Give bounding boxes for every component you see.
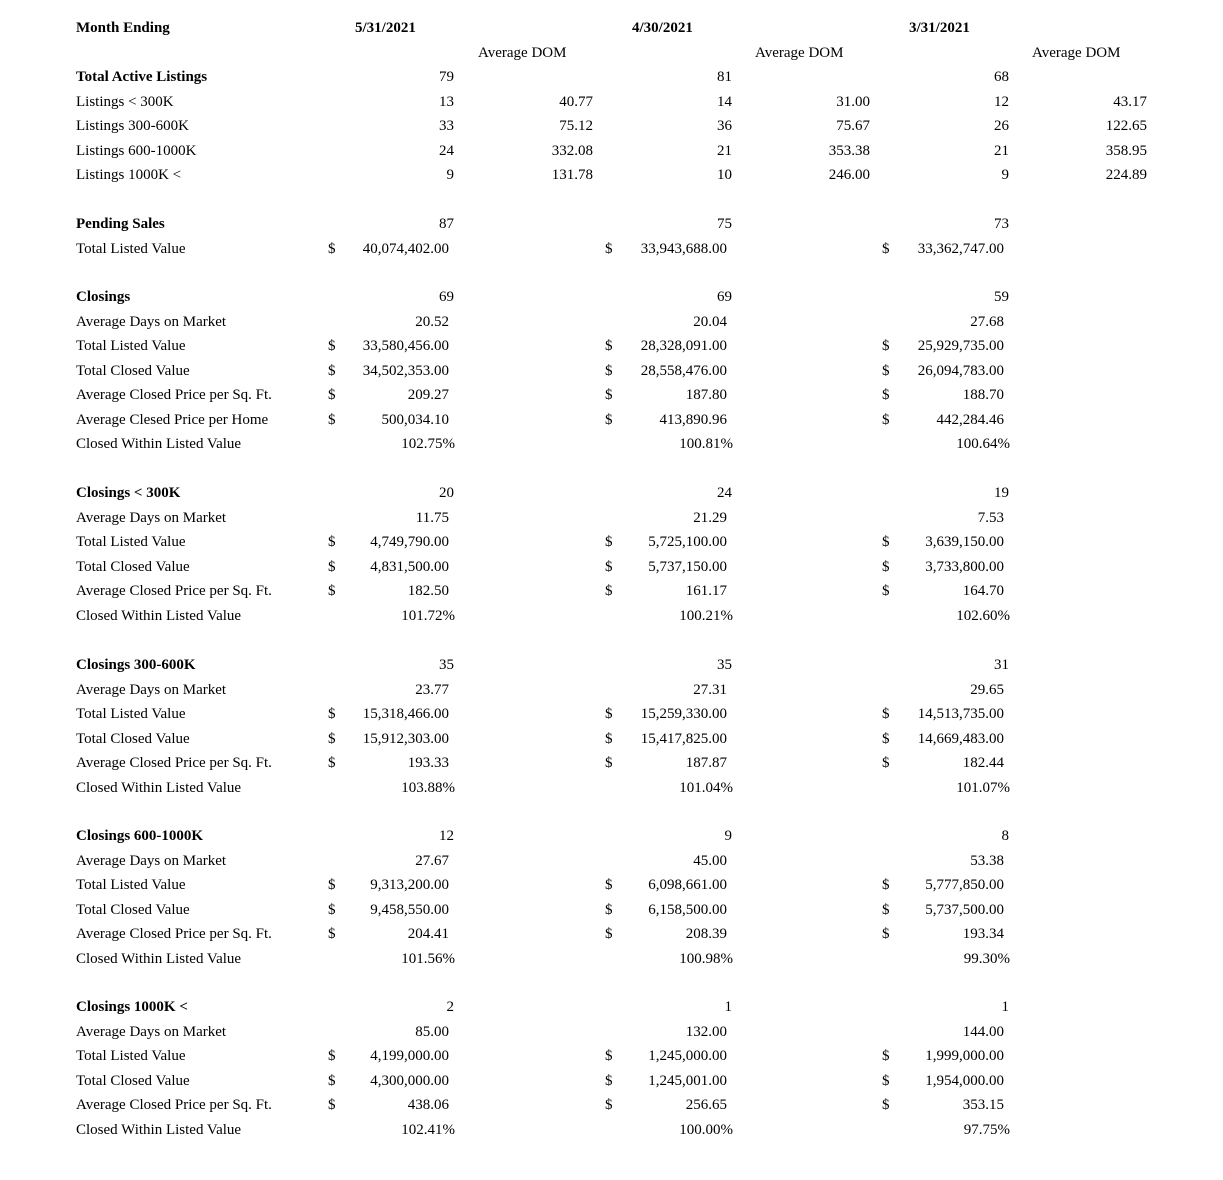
cell-value: 20.52 <box>415 313 449 330</box>
table-row <box>0 434 1223 454</box>
row-label: Closed Within Listed Value <box>76 607 242 624</box>
table-row <box>0 165 1223 185</box>
cell-value: 132.00 <box>685 1023 727 1040</box>
dollar-sign: $ <box>605 877 613 893</box>
row-label: Average Closed Price per Sq. Ft. <box>76 755 272 771</box>
section-title-row <box>0 214 1223 234</box>
section-title: Closings 300-600K <box>76 657 196 673</box>
cell-value: 9 <box>1001 167 1009 183</box>
dollar-sign: $ <box>605 706 613 722</box>
table-row <box>0 753 1223 773</box>
table-row <box>0 1071 1223 1091</box>
cell-value: 7.53 <box>977 509 1004 526</box>
row-label: Total Listed Value <box>76 877 186 893</box>
row-label: Average Days on Market <box>76 681 227 698</box>
dollar-sign: $ <box>328 387 336 403</box>
table-row <box>0 1022 1223 1042</box>
month-ending-label: Month Ending <box>76 20 170 36</box>
dollar-sign: $ <box>882 583 890 599</box>
cell-value: 20.04 <box>693 313 727 330</box>
table-row <box>0 1046 1223 1066</box>
cell-value: 204.41 <box>407 926 449 942</box>
cell-value: 102.60% <box>956 607 1010 624</box>
dollar-sign: $ <box>328 755 336 771</box>
table-row <box>0 851 1223 871</box>
table-row <box>0 1120 1223 1140</box>
section-total-value: 24 <box>717 485 732 501</box>
cell-value: 208.39 <box>685 926 727 942</box>
dollar-sign: $ <box>605 240 613 257</box>
section-total-value: 20 <box>439 485 454 501</box>
section-total-value: 69 <box>439 289 454 305</box>
header-row <box>0 18 1223 38</box>
table-row <box>0 557 1223 577</box>
avg-dom-value: 122.65 <box>1105 118 1147 134</box>
cell-value: 40,074,402.00 <box>362 240 449 257</box>
table-row <box>0 141 1223 161</box>
section-total-value: 9 <box>724 828 732 844</box>
section-total-value: 12 <box>439 828 454 844</box>
table-row <box>0 116 1223 136</box>
dollar-sign: $ <box>882 901 890 918</box>
section-title: Closings 1000K < <box>76 999 188 1015</box>
row-label: Listings < 300K <box>76 93 174 110</box>
row-label: Average Days on Market <box>76 509 227 526</box>
row-label: Total Listed Value <box>76 338 186 354</box>
cell-value: 11.75 <box>415 509 449 526</box>
row-label: Listings 600-1000K <box>76 142 197 159</box>
section-title-row <box>0 655 1223 675</box>
table-row <box>0 532 1223 552</box>
section-total-value: 79 <box>439 69 454 85</box>
section-title: Closings <box>76 289 131 305</box>
cell-value: 193.33 <box>407 755 449 771</box>
dollar-sign: $ <box>328 706 336 722</box>
cell-value: 5,737,150.00 <box>648 558 727 575</box>
section-total-value: 8 <box>1001 828 1009 844</box>
cell-value: 14,669,483.00 <box>917 730 1004 747</box>
cell-value: 12 <box>994 93 1009 110</box>
cell-value: 100.81% <box>679 436 733 452</box>
cell-value: 99.30% <box>963 950 1010 967</box>
dollar-sign: $ <box>882 1048 890 1064</box>
row-label: Total Closed Value <box>76 362 190 379</box>
cell-value: 193.34 <box>962 926 1004 942</box>
dollar-sign: $ <box>328 411 336 428</box>
dollar-sign: $ <box>328 240 336 257</box>
cell-value: 188.70 <box>962 387 1004 403</box>
cell-value: 256.65 <box>685 1097 727 1113</box>
avg-dom-value: 358.95 <box>1105 142 1147 159</box>
table-row <box>0 949 1223 969</box>
cell-value: 27.67 <box>415 852 449 869</box>
cell-value: 442,284.46 <box>936 411 1004 428</box>
table-row <box>0 361 1223 381</box>
cell-value: 187.80 <box>685 387 727 403</box>
cell-value: 1,245,001.00 <box>648 1072 727 1089</box>
dollar-sign: $ <box>605 1048 613 1064</box>
row-label: Closed Within Listed Value <box>76 779 242 796</box>
cell-value: 21.29 <box>693 509 727 526</box>
cell-value: 100.98% <box>679 950 733 967</box>
dollar-sign: $ <box>328 926 336 942</box>
avg-dom-value: 246.00 <box>828 167 870 183</box>
section-total-value: 68 <box>994 69 1009 85</box>
table-row <box>0 606 1223 626</box>
dollar-sign: $ <box>605 534 613 550</box>
cell-value: 10 <box>717 167 732 183</box>
row-label: Average Closed Price per Sq. Ft. <box>76 926 272 942</box>
dollar-sign: $ <box>328 730 336 747</box>
row-label: Listings 1000K < <box>76 167 182 183</box>
cell-value: 1,245,000.00 <box>648 1048 727 1064</box>
section-total-value: 1 <box>724 999 732 1015</box>
cell-value: 5,725,100.00 <box>648 534 727 550</box>
row-label: Closed Within Listed Value <box>76 950 242 967</box>
row-label: Average Closed Price per Sq. Ft. <box>76 387 272 403</box>
cell-value: 161.17 <box>685 583 727 599</box>
cell-value: 413,890.96 <box>659 411 727 428</box>
avg-dom-value: 131.78 <box>551 167 593 183</box>
dollar-sign: $ <box>882 534 890 550</box>
dollar-sign: $ <box>605 1097 613 1113</box>
dollar-sign: $ <box>882 387 890 403</box>
cell-value: 101.72% <box>401 607 455 624</box>
row-label: Total Listed Value <box>76 534 186 550</box>
section-total-value: 69 <box>717 289 732 305</box>
cell-value: 100.64% <box>956 436 1010 452</box>
cell-value: 5,777,850.00 <box>925 877 1004 893</box>
cell-value: 15,417,825.00 <box>640 730 727 747</box>
section-title-row <box>0 826 1223 846</box>
date-col-2: 4/30/2021 <box>632 20 693 36</box>
dollar-sign: $ <box>605 901 613 918</box>
table-row <box>0 900 1223 920</box>
cell-value: 4,300,000.00 <box>370 1072 449 1089</box>
row-label: Listings 300-600K <box>76 118 189 134</box>
section-total-value: 2 <box>446 999 454 1015</box>
cell-value: 34,502,353.00 <box>362 362 449 379</box>
cell-value: 21 <box>994 142 1009 159</box>
avg-dom-value: 43.17 <box>1113 93 1147 110</box>
avg-dom-value: 224.89 <box>1105 167 1147 183</box>
cell-value: 28,328,091.00 <box>640 338 727 354</box>
cell-value: 438.06 <box>407 1097 449 1113</box>
table-row <box>0 704 1223 724</box>
cell-value: 182.44 <box>962 755 1004 771</box>
cell-value: 4,831,500.00 <box>370 558 449 575</box>
cell-value: 29.65 <box>970 681 1004 698</box>
row-label: Total Closed Value <box>76 1072 190 1089</box>
table-row <box>0 92 1223 112</box>
cell-value: 101.07% <box>956 779 1010 796</box>
avg-dom-value: 31.00 <box>836 93 870 110</box>
cell-value: 21 <box>717 142 732 159</box>
dollar-sign: $ <box>328 558 336 575</box>
date-col-3: 3/31/2021 <box>909 20 970 36</box>
dollar-sign: $ <box>328 583 336 599</box>
section-title: Closings 600-1000K <box>76 828 204 844</box>
table-row <box>0 385 1223 405</box>
cell-value: 3,639,150.00 <box>925 534 1004 550</box>
cell-value: 23.77 <box>415 681 449 698</box>
dollar-sign: $ <box>882 338 890 354</box>
cell-value: 33,943,688.00 <box>640 240 727 257</box>
table-row <box>0 410 1223 430</box>
section-title-row <box>0 997 1223 1017</box>
avg-dom-value: 40.77 <box>559 93 593 110</box>
dollar-sign: $ <box>328 1097 336 1113</box>
cell-value: 500,034.10 <box>381 411 449 428</box>
avg-dom-header-3: Average DOM <box>1032 45 1121 61</box>
cell-value: 100.21% <box>679 607 733 624</box>
dollar-sign: $ <box>882 362 890 379</box>
dollar-sign: $ <box>328 362 336 379</box>
cell-value: 27.31 <box>693 681 727 698</box>
row-label: Total Closed Value <box>76 901 190 918</box>
cell-value: 102.41% <box>401 1121 455 1138</box>
table-row <box>0 239 1223 259</box>
avg-dom-value: 75.67 <box>836 118 870 134</box>
row-label: Total Closed Value <box>76 558 190 575</box>
cell-value: 100.00% <box>679 1121 733 1138</box>
row-label: Average Days on Market <box>76 852 227 869</box>
cell-value: 45.00 <box>693 852 727 869</box>
section-total-value: 73 <box>994 216 1009 232</box>
avg-dom-value: 353.38 <box>828 142 870 159</box>
row-label: Closed Within Listed Value <box>76 1121 242 1138</box>
row-label: Closed Within Listed Value <box>76 436 242 452</box>
cell-value: 9 <box>446 167 454 183</box>
section-total-value: 35 <box>717 657 732 673</box>
cell-value: 6,098,661.00 <box>648 877 727 893</box>
cell-value: 33,362,747.00 <box>917 240 1004 257</box>
cell-value: 144.00 <box>962 1023 1004 1040</box>
row-label: Average Clesed Price per Home <box>76 411 269 428</box>
dollar-sign: $ <box>605 558 613 575</box>
cell-value: 4,749,790.00 <box>370 534 449 550</box>
section-total-value: 35 <box>439 657 454 673</box>
cell-value: 102.75% <box>401 436 455 452</box>
dollar-sign: $ <box>328 1072 336 1089</box>
dollar-sign: $ <box>882 558 890 575</box>
cell-value: 25,929,735.00 <box>917 338 1004 354</box>
cell-value: 101.56% <box>401 950 455 967</box>
cell-value: 33 <box>439 118 454 134</box>
dollar-sign: $ <box>328 534 336 550</box>
cell-value: 103.88% <box>401 779 455 796</box>
section-total-value: 75 <box>717 216 732 232</box>
dollar-sign: $ <box>882 730 890 747</box>
cell-value: 1,999,000.00 <box>925 1048 1004 1064</box>
avg-dom-header-2: Average DOM <box>755 45 844 61</box>
row-label: Average Days on Market <box>76 1023 227 1040</box>
cell-value: 53.38 <box>970 852 1004 869</box>
section-title: Closings < 300K <box>76 485 181 501</box>
dollar-sign: $ <box>605 338 613 354</box>
cell-value: 97.75% <box>963 1121 1010 1138</box>
section-title-row <box>0 483 1223 503</box>
cell-value: 14 <box>717 93 732 110</box>
dollar-sign: $ <box>882 240 890 257</box>
table-row <box>0 924 1223 944</box>
dollar-sign: $ <box>605 1072 613 1089</box>
dollar-sign: $ <box>882 1097 890 1113</box>
table-row <box>0 729 1223 749</box>
dollar-sign: $ <box>882 411 890 428</box>
cell-value: 13 <box>439 93 454 110</box>
section-title-row <box>0 287 1223 307</box>
dollar-sign: $ <box>605 387 613 403</box>
dollar-sign: $ <box>605 362 613 379</box>
avg-dom-header-1: Average DOM <box>478 45 567 61</box>
dollar-sign: $ <box>605 926 613 942</box>
table-row <box>0 1095 1223 1115</box>
cell-value: 24 <box>439 142 454 159</box>
dollar-sign: $ <box>328 338 336 354</box>
table-row <box>0 581 1223 601</box>
section-total-value: 19 <box>994 485 1009 501</box>
cell-value: 26 <box>994 118 1009 134</box>
cell-value: 9,313,200.00 <box>370 877 449 893</box>
cell-value: 209.27 <box>407 387 449 403</box>
dollar-sign: $ <box>328 1048 336 1064</box>
dollar-sign: $ <box>882 755 890 771</box>
avg-dom-value: 332.08 <box>551 142 593 159</box>
section-total-value: 87 <box>439 216 454 232</box>
section-title: Pending Sales <box>76 216 165 232</box>
cell-value: 101.04% <box>679 779 733 796</box>
cell-value: 33,580,456.00 <box>362 338 449 354</box>
table-row <box>0 778 1223 798</box>
dollar-sign: $ <box>605 730 613 747</box>
dollar-sign: $ <box>882 926 890 942</box>
cell-value: 26,094,783.00 <box>917 362 1004 379</box>
section-total-value: 81 <box>717 69 732 85</box>
table-row <box>0 875 1223 895</box>
dollar-sign: $ <box>328 877 336 893</box>
dollar-sign: $ <box>605 411 613 428</box>
table-row <box>0 680 1223 700</box>
cell-value: 182.50 <box>407 583 449 599</box>
cell-value: 5,737,500.00 <box>925 901 1004 918</box>
section-title: Total Active Listings <box>76 69 208 85</box>
cell-value: 4,199,000.00 <box>370 1048 449 1064</box>
dollar-sign: $ <box>882 706 890 722</box>
cell-value: 9,458,550.00 <box>370 901 449 918</box>
section-title-row <box>0 67 1223 87</box>
dollar-sign: $ <box>882 1072 890 1089</box>
row-label: Total Listed Value <box>76 1048 186 1064</box>
cell-value: 14,513,735.00 <box>917 706 1004 722</box>
cell-value: 27.68 <box>970 313 1004 330</box>
cell-value: 36 <box>717 118 732 134</box>
dollar-sign: $ <box>328 901 336 918</box>
row-label: Total Listed Value <box>76 706 186 722</box>
cell-value: 6,158,500.00 <box>648 901 727 918</box>
row-label: Average Closed Price per Sq. Ft. <box>76 1097 272 1113</box>
table-row <box>0 508 1223 528</box>
cell-value: 15,912,303.00 <box>362 730 449 747</box>
section-total-value: 59 <box>994 289 1009 305</box>
cell-value: 164.70 <box>962 583 1004 599</box>
dollar-sign: $ <box>605 755 613 771</box>
row-label: Total Closed Value <box>76 730 190 747</box>
row-label: Total Listed Value <box>76 240 186 257</box>
cell-value: 353.15 <box>962 1097 1004 1113</box>
dollar-sign: $ <box>605 583 613 599</box>
avg-dom-header-row <box>0 43 1223 63</box>
dollar-sign: $ <box>882 877 890 893</box>
cell-value: 85.00 <box>415 1023 449 1040</box>
row-label: Average Days on Market <box>76 313 227 330</box>
cell-value: 15,318,466.00 <box>362 706 449 722</box>
section-total-value: 31 <box>994 657 1009 673</box>
table-row <box>0 336 1223 356</box>
cell-value: 1,954,000.00 <box>925 1072 1004 1089</box>
table-row <box>0 312 1223 332</box>
avg-dom-value: 75.12 <box>559 118 593 134</box>
cell-value: 15,259,330.00 <box>640 706 727 722</box>
section-total-value: 1 <box>1001 999 1009 1015</box>
row-label: Average Closed Price per Sq. Ft. <box>76 583 272 599</box>
cell-value: 3,733,800.00 <box>925 558 1004 575</box>
cell-value: 28,558,476.00 <box>640 362 727 379</box>
date-col-1: 5/31/2021 <box>355 20 416 36</box>
cell-value: 187.87 <box>685 755 727 771</box>
